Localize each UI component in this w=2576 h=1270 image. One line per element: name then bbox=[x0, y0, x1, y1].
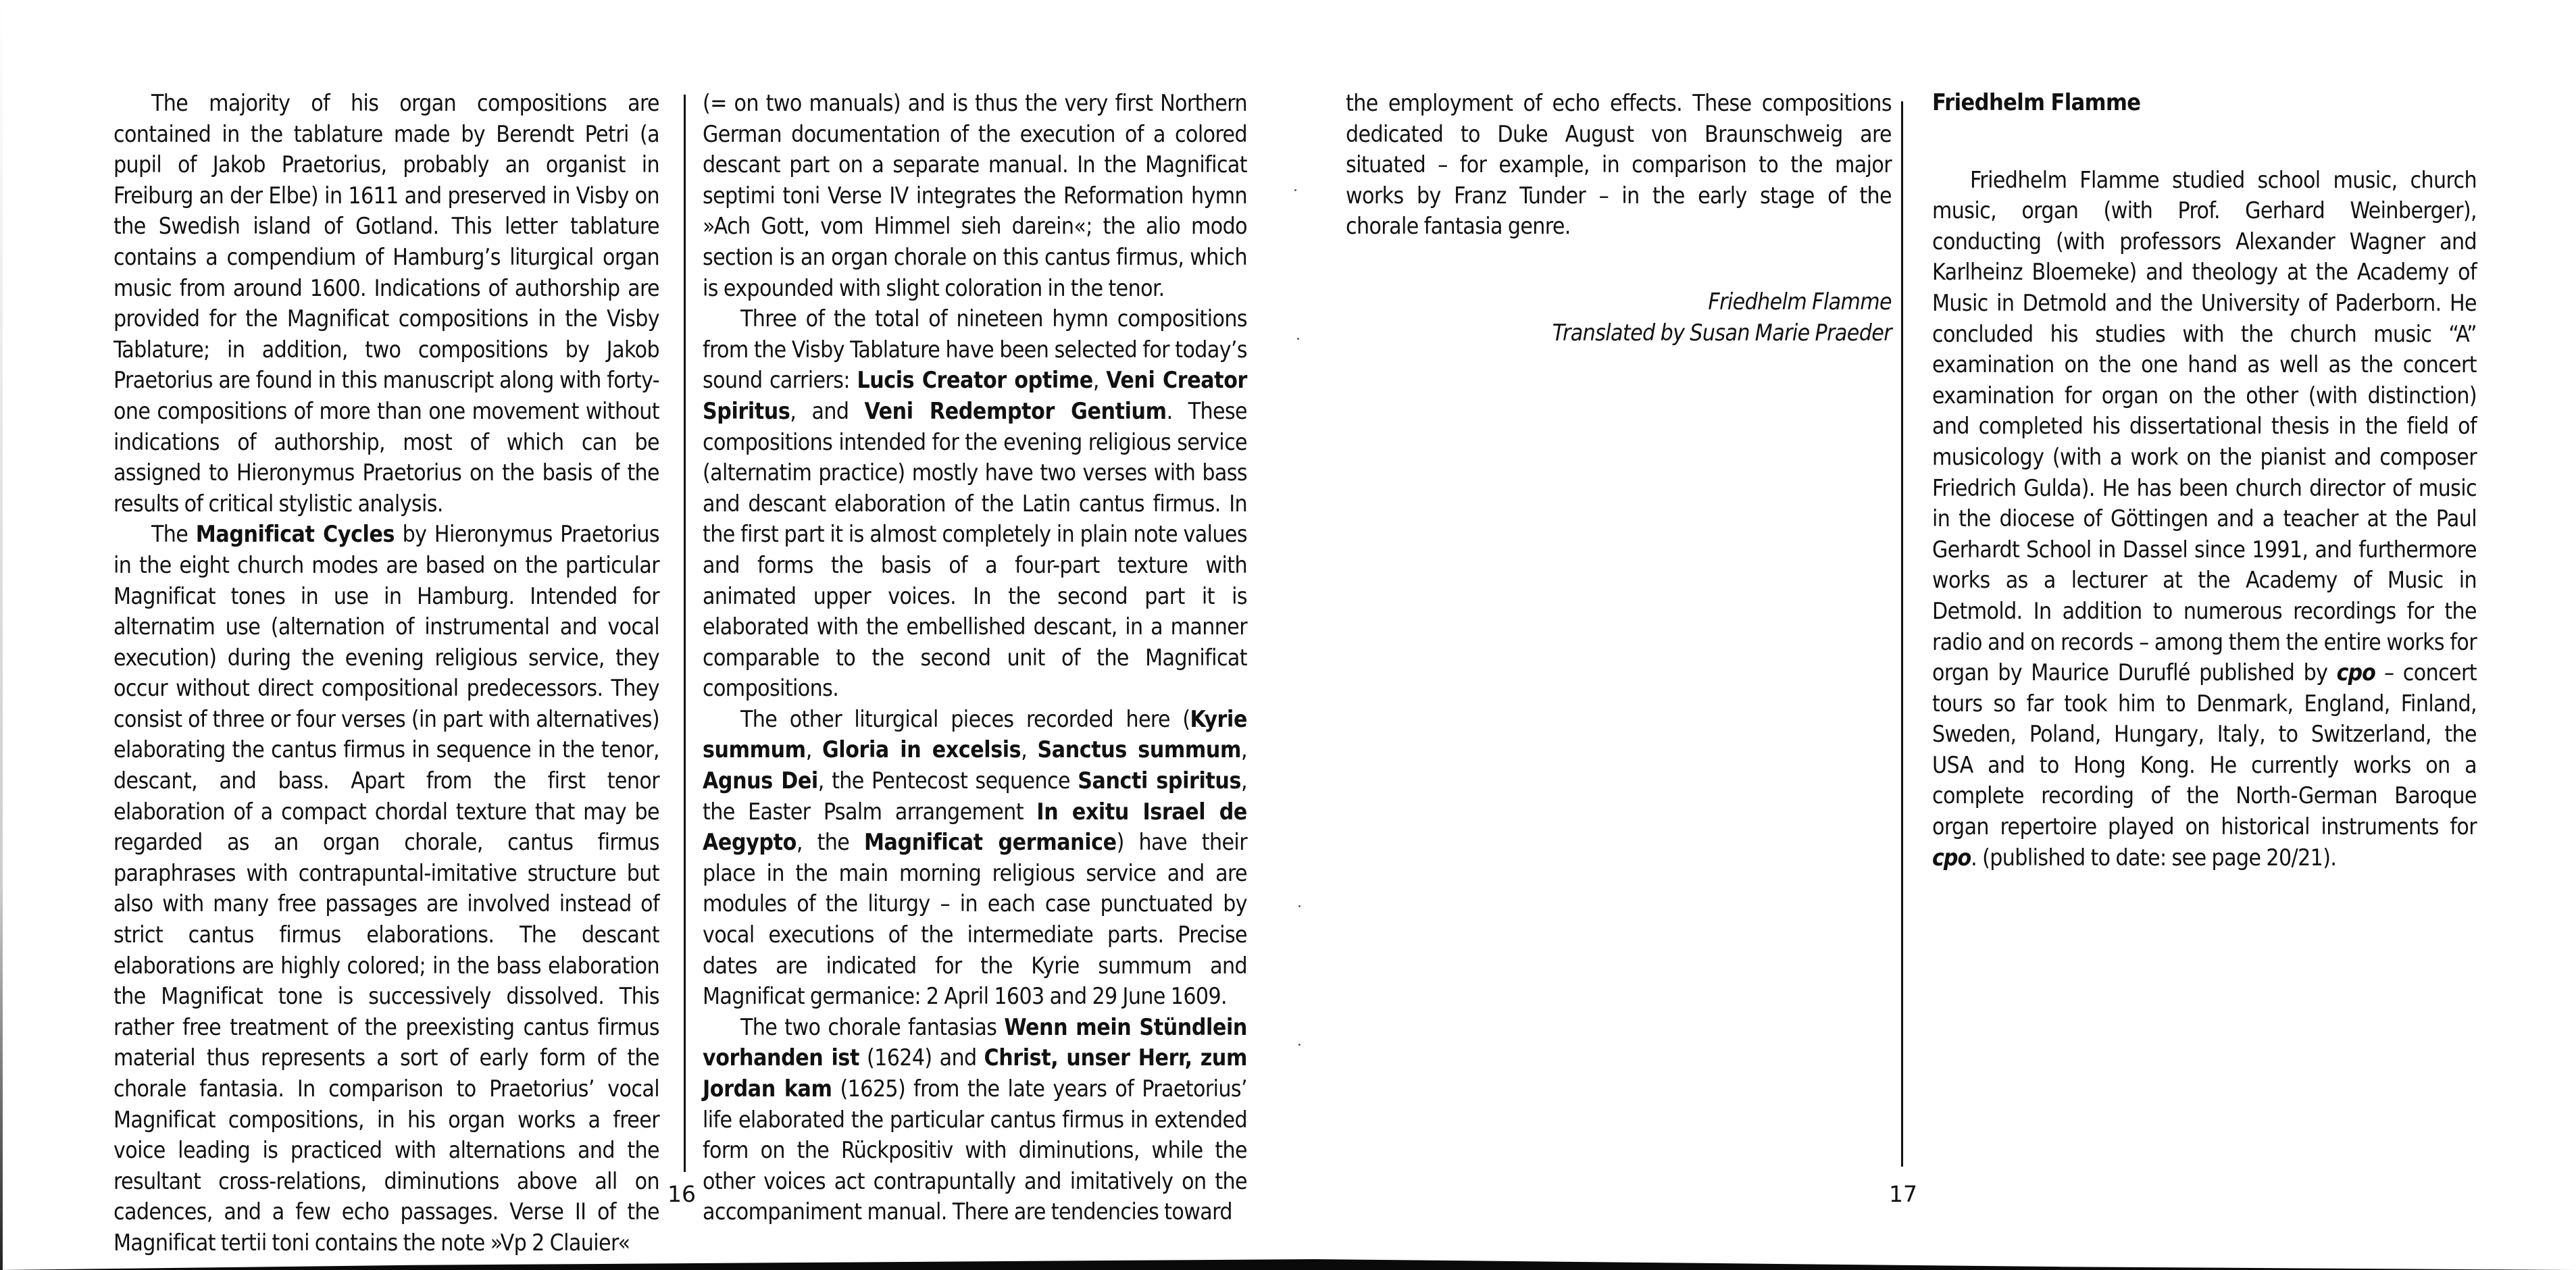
text-run: , bbox=[1241, 736, 1247, 763]
text-run: (1624) and bbox=[859, 1044, 984, 1071]
text-run: The two chorale fantasias bbox=[740, 1013, 1005, 1040]
cpo-label-logo: cpo bbox=[2336, 659, 2375, 686]
scan-speck bbox=[1298, 1044, 1300, 1046]
page-bottom-edge-shadow bbox=[0, 1259, 2576, 1270]
text-run: (1625) from the late years of Praetorius’ life elaborated the particular cantus firmus in extended form on the Rückpositiv with diminutions, while the other voices act contrapuntally and imitatively on the accompaniment manual. There are tendencies toward bbox=[703, 1075, 1247, 1225]
cpo-label-logo: cpo bbox=[1932, 844, 1971, 871]
paragraph-organ-compositions: The majority of his organ compositions are contained in the tablature made by Berendt Petri (a pupil of Jakob Praetorius, probably an organist in Freiburg an der Elbe) in 1611 and preserved in Visby on the Swedish island of Gotland. This letter tablature contains a compendium of Hamburg’s liturgical organ music from around 1600. Indications of authorship are provided for the Magnificat compositions in the Visby Tablature; in addition, two compositions by Jakob Praetorius are found in this manuscript along with forty-one compositions of more than one movement without indications of authorship, most of which can be assigned to Hieronymus Praetorius on the basis of the results of critical stylistic analysis. bbox=[113, 90, 659, 517]
biography-heading: Friedhelm Flamme bbox=[1932, 89, 2141, 116]
scan-speck bbox=[1297, 338, 1299, 340]
paragraph-magnificat-cycles bbox=[113, 519, 659, 1258]
text-run: , bbox=[1092, 367, 1107, 394]
text-run: , bbox=[1021, 736, 1038, 763]
text-run: Friedhelm Flamme studied school music, church music, organ (with Prof. Gerhard Weinberger), conducting (with professors Alexander Wagner and Karlheinz Bloemeke) and theology at the Academy of Music in Detmold and the University of Paderborn. He concluded his studies with the church music “A” examination on the one hand as well as the concert examination for organ on the other (with distinction) and completed his dissertational thesis in the field of musicology (with a work on the pianist and composer Friedrich Gulda). He has been church director of music in the diocese of Göttingen and a teacher at the Paul Gerhardt School in Dassel since 1991, and furthermore works as a lecturer at the Academy of Music in Detmold. In addition to numerous recordings for the radio and on records – among them the entire works for organ by Maurice Duruflé published by bbox=[1932, 166, 2477, 686]
work-title: Lucis Creator optime bbox=[857, 367, 1093, 394]
text-run: The other liturgical pieces recorded here ( bbox=[740, 705, 1190, 732]
work-title: Veni Creator Spiritus bbox=[703, 367, 1247, 424]
scan-speck bbox=[1294, 189, 1296, 191]
text-run: Three of the total of nineteen hymn compositions from the Visby Tablature have been selected for today’s sound carriers: bbox=[703, 305, 1247, 394]
text-run: , the Easter Psalm arrangement bbox=[703, 767, 1247, 825]
page16-column2 bbox=[703, 88, 1247, 1227]
page-number: 16 bbox=[667, 1181, 696, 1207]
work-title: Sanctus summum bbox=[1037, 736, 1241, 763]
paragraph-two-manuals: (= on two manuals) and is thus the very first Northern German documentation of the execution of a colored descant part on a separate manual. In the Magnificat septimi toni Verse IV integrates the Reformation hymn »Ach Gott, vom Himmel sieh darein«; the alio modo section is an organ chorale on this cantus firmus, which is expounded with slight coloration in the tenor. bbox=[703, 90, 1247, 301]
work-title-magnificat-cycles: Magnificat Cycles bbox=[195, 521, 395, 548]
work-title: Christ, unser Herr, zum Jordan kam bbox=[703, 1044, 1247, 1102]
page-number: 17 bbox=[1889, 1181, 1917, 1207]
page17-column1 bbox=[1346, 88, 1892, 348]
text-run: by Hieronymus Praetorius in the eight church modes are based on the particular Magnificat tones in use in Hamburg. Intended for alternatim use (alternation of instrumental and vocal execution) during the evening religious service, they occur without direct compositional predecessors. They consist of three or four verses (in part with alternatives) elaborating the cantus firmus in sequence in the tenor, descant, and bass. Apart from the first tenor elaboration of a compact chordal texture that may be regarded as an organ chorale, cantus firmus paraphrases with contrapuntal-imitative structure but also with many free passages are involved instead of strict cantus firmus elaborations. The descant elaborations are highly colored; in the bass elaboration the Magnificat tone is successively dissolved. This rather free treatment of the preexisting cantus firmus material thus represents a sort of early form of the chorale fantasia. In comparison to Praetorius’ vocal Magnificat compositions, in his organ works a freer voice leading is practiced with alternations and the resultant cross-relations, diminutions above all on cadences, and a few echo passages. Verse II of the Magnificat tertii toni contains the note »Vp 2 Clauier« bbox=[113, 521, 659, 1256]
text-run: – concert tours so far took him to Denmark, England, Finland, Sweden, Poland, Hungary, Italy, to Switzerland, the USA and to Hong Kong. He currently works on a complete recording of the North-German Baroque organ repertoire played on historical instruments for bbox=[1932, 659, 2477, 840]
page-edge-shadow bbox=[0, 0, 3, 1270]
text-run: , bbox=[805, 736, 822, 763]
paragraph-biography bbox=[1932, 165, 2477, 873]
paragraph-liturgical-pieces bbox=[703, 704, 1247, 1012]
column-divider-rule bbox=[1901, 101, 1903, 1167]
paragraph-chorale-fantasias bbox=[703, 1012, 1247, 1227]
text-run: ) have their place in the main morning religious service and are modules of the liturgy – in each case punctuated by vocal executions of the intermediate parts. Precise dates are indicated for the Kyrie summum and Magnificat germanice: 2 April 1603 and 29 June 1609. bbox=[703, 829, 1247, 1010]
text-run: The bbox=[151, 521, 196, 548]
text-run: . (published to date: see page 20/21). bbox=[1971, 844, 2337, 871]
work-title: In exitu Israel de Aegypto bbox=[703, 798, 1247, 856]
text-run: . These compositions intended for the evening religious service (alternatim practice) mostly have two verses with bass and descant elaboration of the Latin cantus firmus. In the first part it is almost completely in plain note values and forms the basis of a four-part texture with animated upper voices. In the second part it is elaborated with the embellished descant, in a manner comparable to the second unit of the Magnificat compositions. bbox=[703, 397, 1247, 702]
work-title: Gloria in excelsis bbox=[822, 736, 1021, 763]
work-title: Kyrie summum bbox=[703, 705, 1247, 763]
column-divider-rule bbox=[684, 95, 686, 1172]
author-signature: Friedhelm Flamme bbox=[1708, 288, 1892, 315]
work-title: Veni Redemptor Gentium bbox=[864, 397, 1167, 424]
translator-credit: Translated by Susan Marie Praeder bbox=[1552, 319, 1892, 346]
work-title: Agnus Dei bbox=[703, 767, 818, 794]
page17-column2 bbox=[1932, 88, 2477, 873]
work-title: Magnificat germanice bbox=[863, 829, 1117, 856]
page16-column1 bbox=[113, 88, 659, 1259]
text-run: , and bbox=[790, 397, 865, 424]
work-title: Wenn mein Stündlein vorhanden ist bbox=[703, 1013, 1247, 1071]
text-run: , the Pentecost sequence bbox=[817, 767, 1078, 794]
text-run: , the bbox=[796, 829, 864, 856]
scan-speck bbox=[1298, 905, 1300, 907]
paragraph-echo-effects: the employment of echo effects. These compositions dedicated to Duke August von Braunschweig are situated – for example, in comparison to the major works by Franz Tunder – in the early stage of the chorale fantasia genre. bbox=[1346, 90, 1892, 240]
paragraph-hymn-compositions bbox=[703, 303, 1247, 704]
work-title: Sancti spiritus bbox=[1078, 767, 1242, 794]
